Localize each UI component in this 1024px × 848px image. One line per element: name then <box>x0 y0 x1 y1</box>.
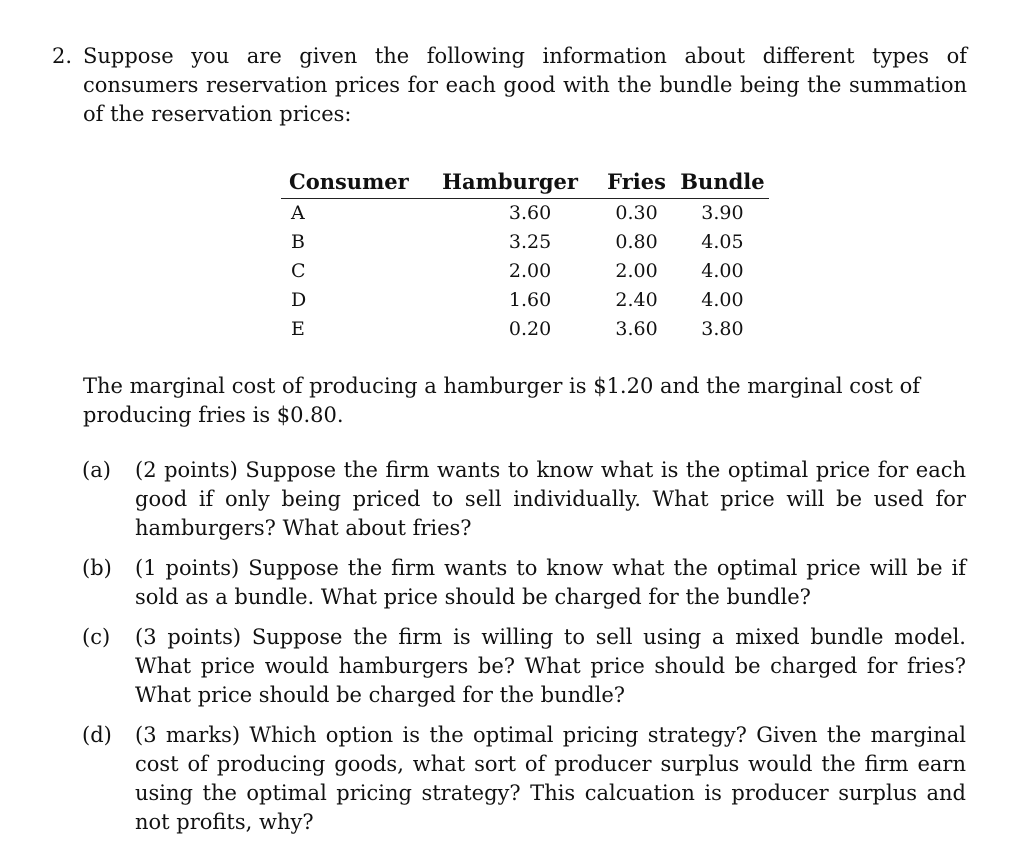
cell-hamburger: 3.60 <box>508 202 552 224</box>
cell-hamburger: 3.25 <box>508 231 552 253</box>
cell-hamburger: 1.60 <box>508 289 552 311</box>
header-fries: Fries <box>597 168 676 199</box>
cell-bundle: 4.00 <box>701 260 744 282</box>
marginal-cost-paragraph: The marginal cost of producing a hamburger is $1.20 and the marginal cost of producing fries is $0.80. <box>83 374 921 427</box>
cell-consumer: C <box>291 260 306 282</box>
cell-hamburger: 0.20 <box>508 318 552 340</box>
cell-bundle: 3.90 <box>701 202 744 224</box>
question-part-a <box>82 456 966 543</box>
part-label: (d) <box>82 723 112 747</box>
cell-bundle: 4.05 <box>701 231 744 253</box>
reservation-price-table <box>281 168 769 344</box>
cell-bundle: 3.80 <box>701 318 744 340</box>
header-bundle: Bundle <box>676 168 769 199</box>
cell-fries: 2.00 <box>615 260 658 282</box>
question-part-c <box>82 623 966 710</box>
part-text: (1 points) Suppose the firm wants to know what the optimal price will be if sold as a bundle. What price should be charged for the bundle? <box>135 556 966 609</box>
table-row <box>281 199 769 229</box>
question-part-d <box>82 721 966 837</box>
table-header-row <box>281 168 769 199</box>
header-hamburger: Hamburger <box>423 168 597 199</box>
problem-number: 2. <box>52 44 73 68</box>
reservation-price-table-wrapper <box>281 168 769 344</box>
cell-fries: 0.30 <box>615 202 658 224</box>
part-label: (c) <box>82 625 111 649</box>
problem-2 <box>52 42 967 129</box>
table-row <box>281 315 769 344</box>
part-text: (3 points) Suppose the firm is willing to sell using a mixed bundle model. What price would hamburgers be? What price should be charged for fries? What price should be charged for the bundle? <box>135 625 966 707</box>
cell-bundle: 4.00 <box>701 289 744 311</box>
part-label: (b) <box>82 556 112 580</box>
cell-fries: 0.80 <box>615 231 658 253</box>
cell-consumer: A <box>291 202 305 224</box>
part-label: (a) <box>82 458 111 482</box>
cell-fries: 3.60 <box>615 318 658 340</box>
cell-hamburger: 2.00 <box>508 260 552 282</box>
cell-consumer: B <box>291 231 305 253</box>
part-text: (3 marks) Which option is the optimal pricing strategy? Given the marginal cost of producing goods, what sort of producer surplus would the firm earn using the optimal pricing strategy? This calcuation is producer surplus and not profits, why? <box>135 723 966 834</box>
question-part-b <box>82 554 966 612</box>
part-text: (2 points) Suppose the firm wants to know what is the optimal price for each good if only being priced to sell individually. What price will be used for hamburgers? What about fries? <box>135 458 966 540</box>
problem-intro: Suppose you are given the following information about different types of consumers reservation prices for each good with the bundle being the summation of the reservation prices: <box>83 44 967 126</box>
question-parts <box>82 456 966 848</box>
cell-fries: 2.40 <box>615 289 658 311</box>
cell-consumer: D <box>291 289 307 311</box>
header-consumer: Consumer <box>281 168 423 199</box>
table-row <box>281 228 769 257</box>
table-row <box>281 257 769 286</box>
table-row <box>281 286 769 315</box>
cell-consumer: E <box>291 318 305 340</box>
